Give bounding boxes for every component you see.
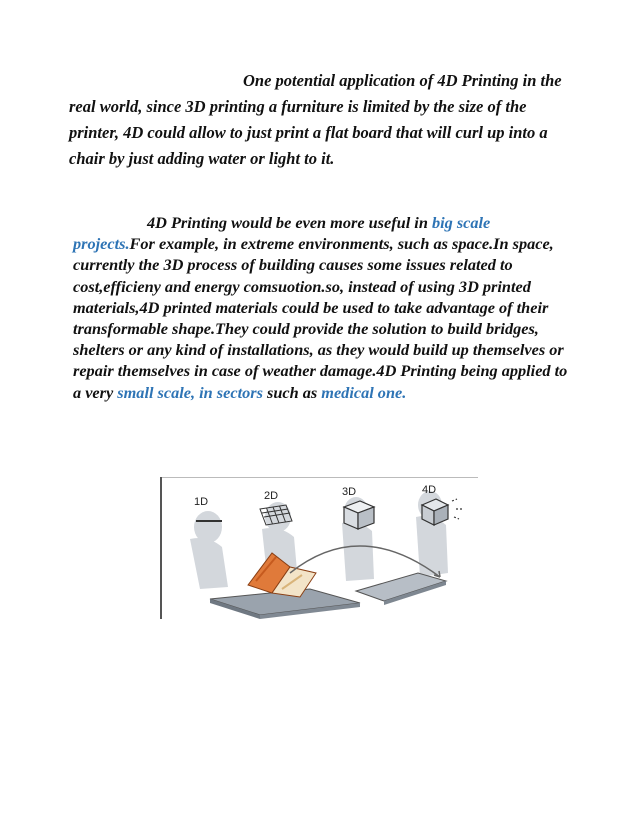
evolution-silhouettes bbox=[190, 491, 448, 589]
figure-4-body bbox=[416, 516, 448, 577]
label-3d: 3D bbox=[342, 486, 357, 498]
highlight-medical: medical one. bbox=[321, 382, 407, 402]
dimension-labels bbox=[194, 484, 436, 508]
figure-3-body bbox=[342, 522, 374, 581]
paragraph-4d-furniture bbox=[69, 68, 569, 172]
paragraph-2-text-a: 4D Printing would be even more useful in bbox=[147, 213, 432, 232]
paragraph-4d-applications bbox=[73, 212, 573, 403]
paragraph-2-text-c: such as bbox=[262, 382, 322, 402]
label-2d: 2D bbox=[264, 490, 279, 502]
figure-left-border bbox=[160, 477, 162, 619]
highlight-big-scale: big scale projects. bbox=[73, 213, 491, 254]
3d-cube-icon bbox=[344, 501, 374, 529]
label-1d: 1D bbox=[194, 496, 209, 508]
paragraph-2-text-b: For example, in extreme environments, such as space.In space, currently the 3D process of building causes some issues related to cost,efficieny and energy comsuotion.so, instead of using 3D printed materials,4D printed materials could be used to take advantage of their transformable shape.They could provide the solution to build bridges, shelters or any kind of installations, as they would build up themselves or repair themselves in case of weather damage.4D Printing being applied to a very bbox=[73, 234, 568, 402]
paragraph-1-text: One potential application of 4D Printing in the real world, since 3D printing a furniture is limited by the size of the printer, 4D could allow to just print a flat board that will curl up into a chair by just adding water or light to it. bbox=[69, 71, 562, 168]
4d-shape-icon bbox=[422, 499, 462, 525]
figure-1-body bbox=[190, 538, 228, 589]
evolution-figure bbox=[160, 477, 478, 619]
figure-top-border bbox=[160, 477, 478, 478]
label-4d: 4D bbox=[422, 484, 437, 496]
highlight-small-scale: small scale, in sectors bbox=[117, 382, 263, 402]
printing-dimensions-illustration bbox=[160, 477, 478, 619]
